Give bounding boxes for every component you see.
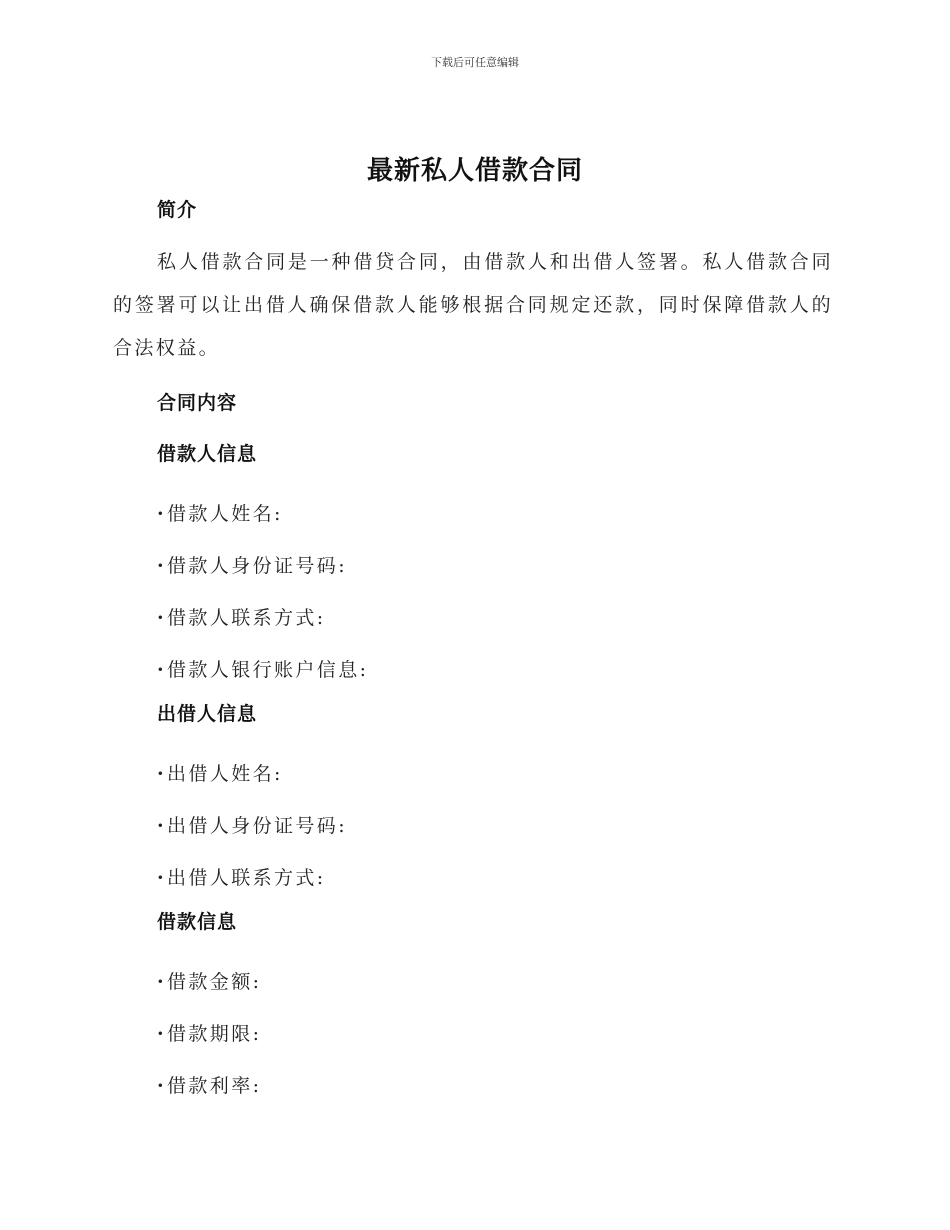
loan-heading: 借款信息 <box>157 911 238 933</box>
document-body <box>113 193 833 1112</box>
loan-rate-label: 借款利率: <box>167 1075 262 1097</box>
lender-id-label: 出借人身份证号码: <box>167 815 348 837</box>
lender-list <box>113 748 833 904</box>
header-note: 下载后可任意编辑 <box>431 56 519 69</box>
loan-list <box>113 956 833 1112</box>
lender-name-label: 出借人姓名: <box>167 763 283 785</box>
document-title: 最新私人借款合同 <box>366 156 583 186</box>
loan-term-label: 借款期限: <box>167 1023 262 1045</box>
list-item <box>157 488 833 540</box>
list-item <box>157 1060 833 1112</box>
bullet-icon: · <box>157 815 167 837</box>
bullet-icon: · <box>157 763 167 785</box>
list-item <box>157 748 833 800</box>
borrower-bank-label: 借款人银行账户信息: <box>167 659 369 681</box>
borrower-list <box>113 488 833 696</box>
borrower-id-label: 借款人身份证号码: <box>167 555 348 577</box>
bullet-icon: · <box>157 1023 167 1045</box>
borrower-contact-label: 借款人联系方式: <box>167 607 326 629</box>
list-item <box>157 852 833 904</box>
bullet-icon: · <box>157 971 167 993</box>
borrower-name-label: 借款人姓名: <box>167 503 283 525</box>
bullet-icon: · <box>157 555 167 577</box>
list-item <box>157 644 833 696</box>
bullet-icon: · <box>157 659 167 681</box>
bullet-icon: · <box>157 503 167 525</box>
list-item <box>157 956 833 1008</box>
list-item <box>157 540 833 592</box>
lender-contact-label: 出借人联系方式: <box>167 867 326 889</box>
bullet-icon: · <box>157 1075 167 1097</box>
intro-paragraph: 私人借款合同是一种借贷合同，由借款人和出借人签署。私人借款合同的签署可以让出借人确保借款人能够根据合同规定还款，同时保障借款人的合法权益。 <box>113 251 833 359</box>
contract-content-heading: 合同内容 <box>157 392 238 414</box>
list-item <box>157 800 833 852</box>
lender-heading: 出借人信息 <box>157 703 258 725</box>
bullet-icon: · <box>157 867 167 889</box>
list-item <box>157 592 833 644</box>
intro-heading: 简介 <box>157 199 198 221</box>
loan-amount-label: 借款金额: <box>167 971 262 993</box>
list-item <box>157 1008 833 1060</box>
borrower-heading: 借款人信息 <box>157 443 258 465</box>
bullet-icon: · <box>157 607 167 629</box>
